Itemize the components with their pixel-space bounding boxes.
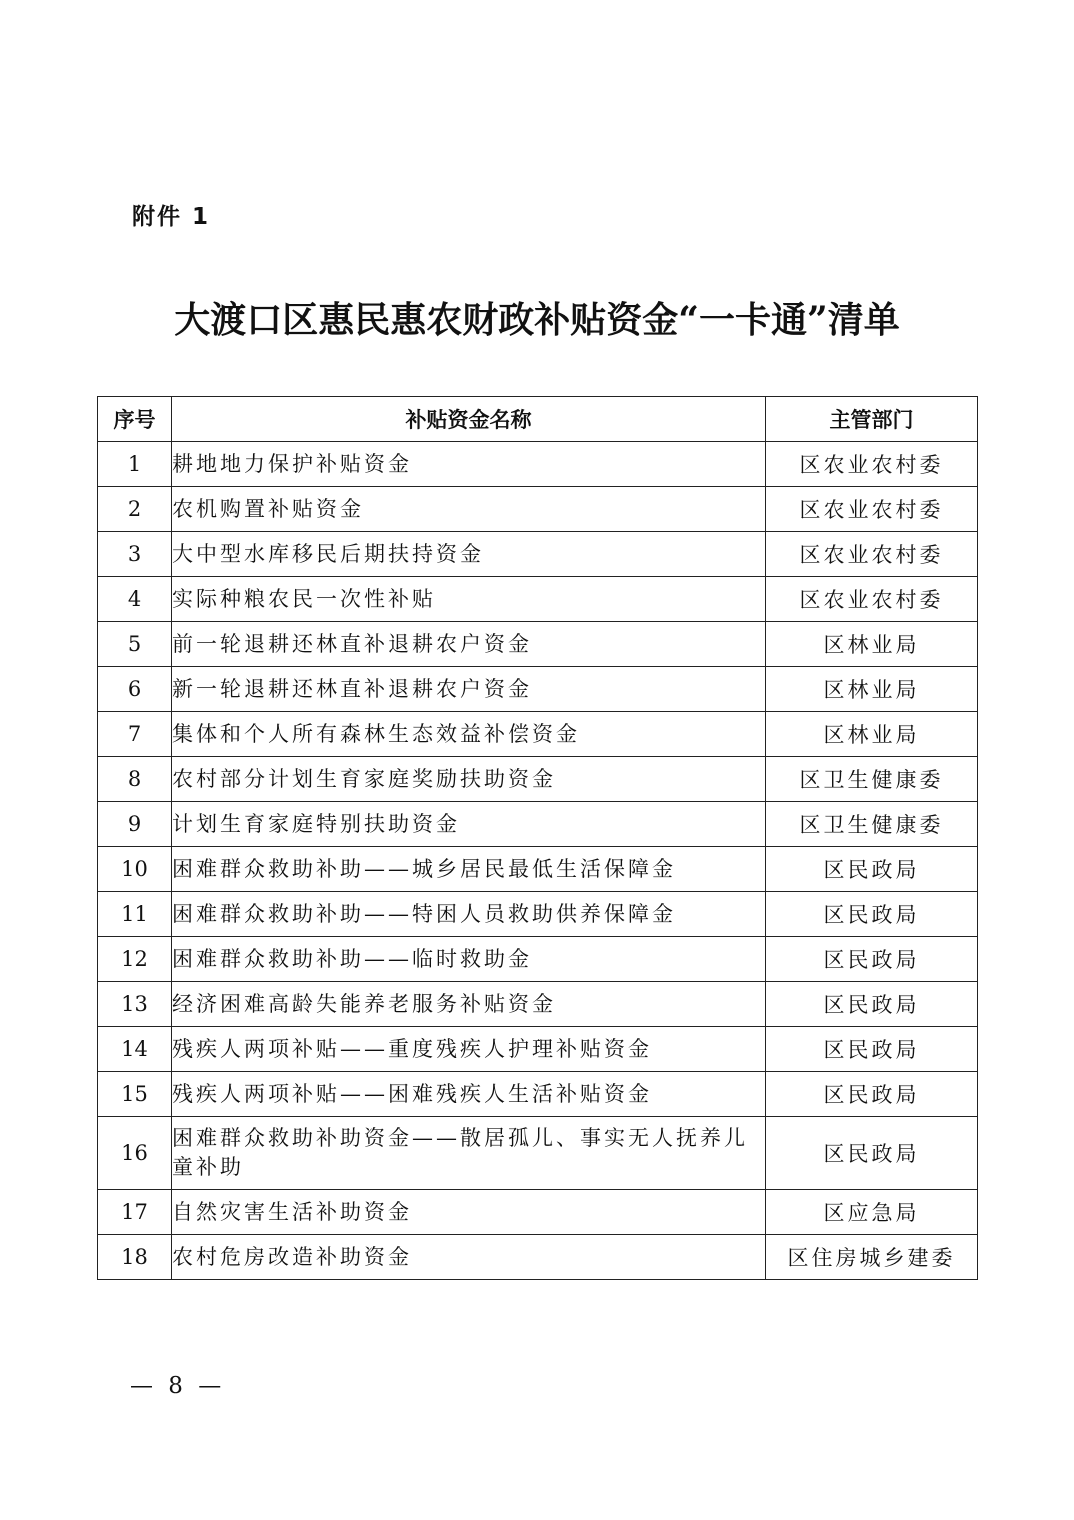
row-dept: 区农业农村委 [766,442,978,487]
row-name: 大中型水库移民后期扶持资金 [172,532,766,577]
row-dept: 区民政局 [766,1072,978,1117]
row-dept: 区民政局 [766,1027,978,1072]
table-row [98,937,978,982]
row-name: 集体和个人所有森林生态效益补偿资金 [172,712,766,757]
row-name: 残疾人两项补贴——重度残疾人护理补贴资金 [172,1027,766,1072]
row-name: 残疾人两项补贴——困难残疾人生活补贴资金 [172,1072,766,1117]
row-name: 耕地地力保护补贴资金 [172,442,766,487]
table-row [98,1190,978,1235]
row-no: 18 [98,1235,172,1280]
table-row [98,1117,978,1190]
table-row [98,982,978,1027]
row-no: 9 [98,802,172,847]
row-dept: 区农业农村委 [766,487,978,532]
row-no: 6 [98,667,172,712]
table-header-row [98,397,978,442]
header-name: 补贴资金名称 [172,397,766,442]
table-row [98,532,978,577]
row-dept: 区农业农村委 [766,577,978,622]
row-dept: 区民政局 [766,847,978,892]
document-title: 大渡口区惠民惠农财政补贴资金“一卡通”清单 [174,299,900,341]
page-number: — 8 — [130,1373,226,1399]
row-name: 农村部分计划生育家庭奖励扶助资金 [172,757,766,802]
subsidy-table [97,396,978,1280]
row-no: 13 [98,982,172,1027]
row-no: 5 [98,622,172,667]
row-no: 7 [98,712,172,757]
row-name: 前一轮退耕还林直补退耕农户资金 [172,622,766,667]
row-name: 经济困难高龄失能养老服务补贴资金 [172,982,766,1027]
row-dept: 区民政局 [766,1117,978,1190]
row-dept: 区卫生健康委 [766,802,978,847]
table-row [98,757,978,802]
table-row [98,442,978,487]
row-dept: 区卫生健康委 [766,757,978,802]
table-row [98,667,978,712]
row-name: 新一轮退耕还林直补退耕农户资金 [172,667,766,712]
row-no: 11 [98,892,172,937]
table-row [98,712,978,757]
row-dept: 区林业局 [766,712,978,757]
row-no: 14 [98,1027,172,1072]
row-name: 困难群众救助补助资金——散居孤儿、事实无人抚养儿童补助 [172,1117,766,1190]
table-row [98,487,978,532]
row-no: 10 [98,847,172,892]
table-row [98,1235,978,1280]
row-dept: 区住房城乡建委 [766,1235,978,1280]
row-name: 困难群众救助补助——临时救助金 [172,937,766,982]
table-row [98,1072,978,1117]
table-row [98,622,978,667]
row-no: 3 [98,532,172,577]
row-no: 2 [98,487,172,532]
row-no: 1 [98,442,172,487]
row-dept: 区林业局 [766,667,978,712]
row-name: 困难群众救助补助——特困人员救助供养保障金 [172,892,766,937]
table-row [98,1027,978,1072]
row-name: 计划生育家庭特别扶助资金 [172,802,766,847]
row-no: 4 [98,577,172,622]
row-name: 农机购置补贴资金 [172,487,766,532]
table-body [98,442,978,1280]
row-name: 困难群众救助补助——城乡居民最低生活保障金 [172,847,766,892]
row-no: 17 [98,1190,172,1235]
row-dept: 区民政局 [766,892,978,937]
row-no: 12 [98,937,172,982]
row-dept: 区林业局 [766,622,978,667]
table-row [98,802,978,847]
table-row [98,847,978,892]
row-dept: 区应急局 [766,1190,978,1235]
attachment-label: 附件 1 [132,204,211,230]
row-no: 15 [98,1072,172,1117]
row-no: 16 [98,1117,172,1190]
table-row [98,892,978,937]
row-name: 农村危房改造补助资金 [172,1235,766,1280]
row-no: 8 [98,757,172,802]
row-dept: 区民政局 [766,937,978,982]
header-dept: 主管部门 [766,397,978,442]
row-dept: 区农业农村委 [766,532,978,577]
header-no: 序号 [98,397,172,442]
row-dept: 区民政局 [766,982,978,1027]
row-name: 实际种粮农民一次性补贴 [172,577,766,622]
table-row [98,577,978,622]
row-name: 自然灾害生活补助资金 [172,1190,766,1235]
